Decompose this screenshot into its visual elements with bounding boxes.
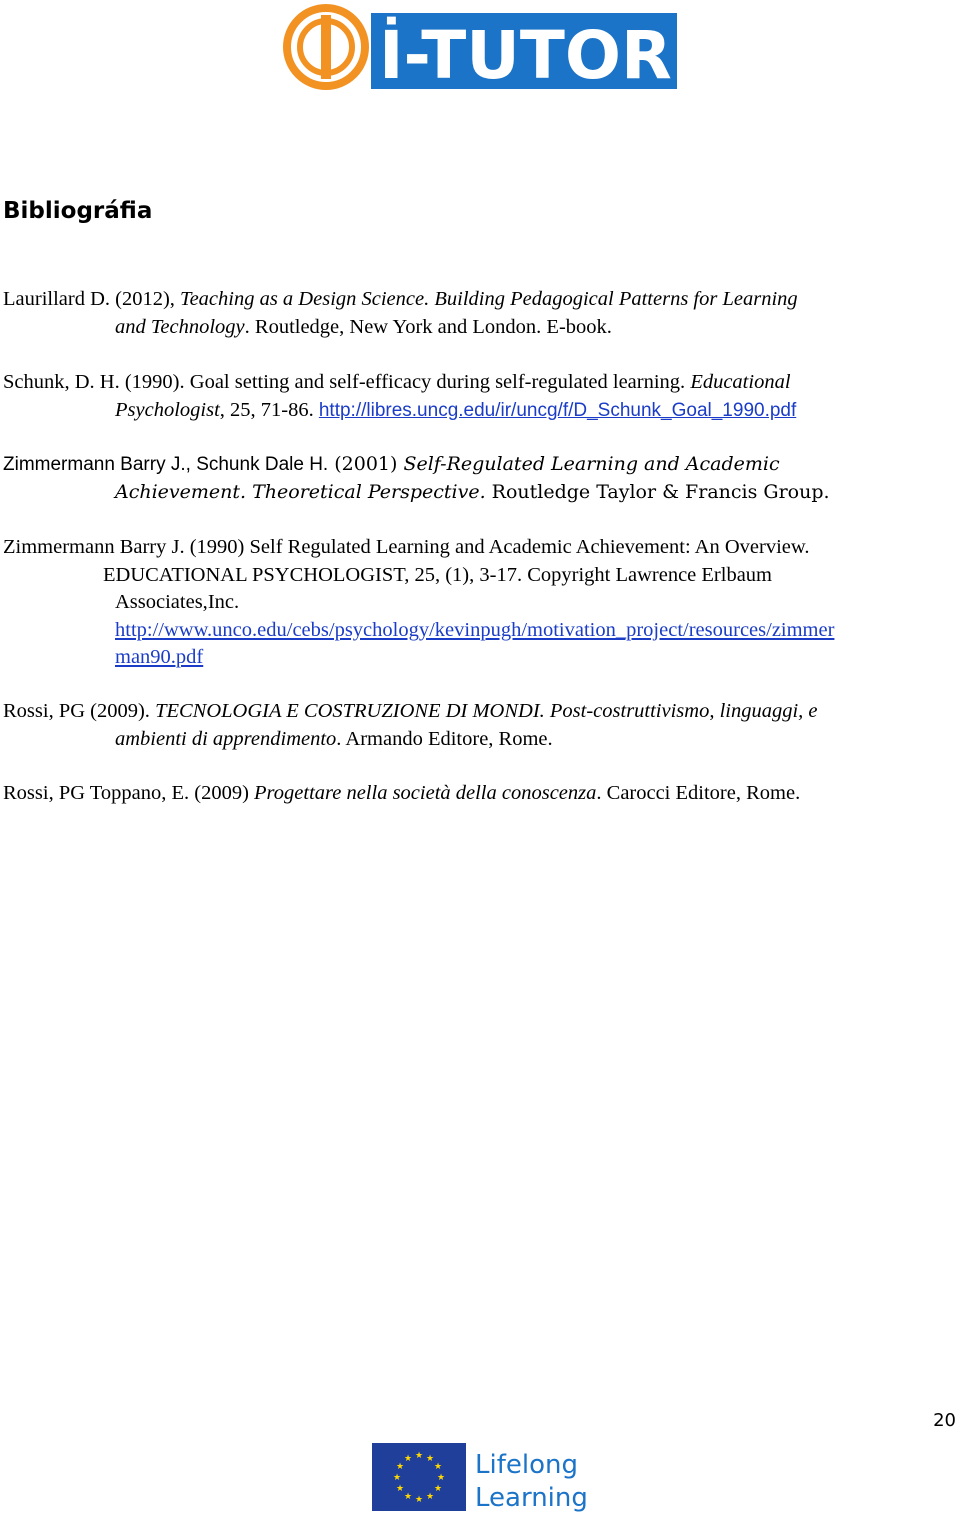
reference-schunk: Schunk, D. H. (1990). Goal setting and self-efficacy during self-regulated learning. Educational Psychologist, 25, 71-86. http://libres.uncg.edu/ir/uncg/f/D_Schunk_Goal_1990.pdf (3, 371, 797, 421)
page-title: Bibliográfia (3, 198, 153, 224)
zimmerman-pdf-link[interactable]: http://www.unco.edu/cebs/psychology/kevinpugh/motivation_project/resources/zimmer (115, 618, 835, 641)
svg-text:★: ★ (436, 1473, 446, 1483)
reference-rossi-2009: Rossi, PG (2009). TECNOLOGIA E COSTRUZIONE DI MONDI. Post-costruttivismo, linguaggi, e ambienti di apprendimento. Armando Editore, Rome. (3, 700, 818, 750)
svg-text:★: ★ (403, 1454, 413, 1464)
logo-text: İ-TUTOR (379, 17, 672, 91)
svg-text:★: ★ (433, 1484, 443, 1494)
reference-zimmermann-2001: Zimmermann Barry J., Schunk Dale H. (2001) Self-Regulated Learning and Academic Achievement. Theoretical Perspective. Routledge Taylor & Francis Group. (3, 453, 830, 503)
svg-text:★: ★ (395, 1484, 405, 1494)
logo-line-1: Lifelong (475, 1450, 578, 1480)
svg-text:★: ★ (414, 1495, 424, 1505)
svg-text:★: ★ (425, 1492, 435, 1502)
orange-circle-icon (287, 8, 365, 86)
page-number: 20 (933, 1410, 956, 1431)
i-tutor-logo (283, 3, 683, 91)
reference-rossi-toppano: Rossi, PG Toppano, E. (2009) Progettare nella società della conoscenza. Carocci Editore, Rome. (3, 782, 801, 804)
lifelong-learning-logo (372, 1443, 594, 1513)
svg-text:★: ★ (395, 1462, 405, 1472)
svg-text:★: ★ (414, 1451, 424, 1461)
eu-flag-icon (372, 1443, 466, 1511)
svg-text:★: ★ (403, 1492, 413, 1502)
logo-line-2: Learning (475, 1483, 588, 1513)
reference-zimmermann-1990: Zimmermann Barry J. (1990) Self Regulated Learning and Academic Achievement: An Overview. EDUCATIONAL PSYCHOLOGIST, 25, (1), 3-17. Copyright Lawrence Erlbaum Associates,Inc. http://www.unco.edu/cebs/psychology/kevinpugh/motivation_project/resources/zimmer man90.pdf (3, 536, 835, 668)
zimmerman-pdf-link-cont[interactable]: man90.pdf (115, 646, 204, 668)
svg-text:★: ★ (392, 1473, 402, 1483)
reference-laurillard: Laurillard D. (2012), Teaching as a Design Science. Building Pedagogical Patterns for Learning and Technology. Routledge, New York and London. E-book. (3, 288, 798, 338)
svg-text:★: ★ (425, 1454, 435, 1464)
svg-text:★: ★ (433, 1462, 443, 1472)
schunk-pdf-link[interactable]: http://libres.uncg.edu/ir/uncg/f/D_Schunk_Goal_1990.pdf (318, 399, 797, 421)
